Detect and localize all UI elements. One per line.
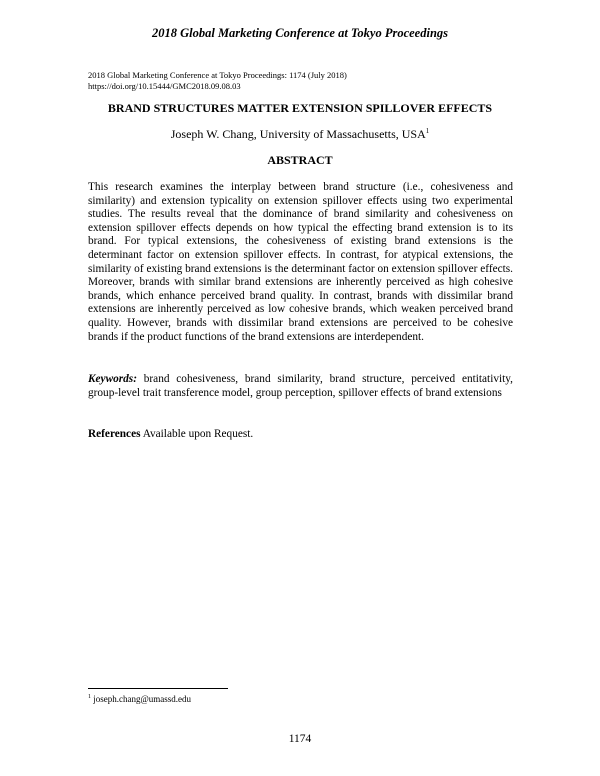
abstract-body: This research examines the interplay between brand structure (i.e., cohesiveness and similarity) and extension typicality on extension spillover effects using two experimental studies. The results reveal that the dominance of brand similarity and cohesiveness on extension spillover effects depends on how typical the effecting brand extension is to its brand. For typical extensions, the cohesiveness of existing brand extensions is the determinant factor on extension spillover effects. In contrast, for atypical extensions, the similarity of existing brand extensions is the determinant factor on extension spillover effects. Moreover, brands with similar brand extensions are inherently perceived as high cohesive brands, which enhance perceived brand quality. In contrast, brands with dissimilar brand extensions are inherently perceived as low cohesive brands, which weaken perceived brand quality. However, brands with dissimilar brand extensions are perceived to be cohesive brands if the product functions of the brand extensions are interdependent. <box>88 181 513 343</box>
footnote-mark: 1 <box>88 694 91 700</box>
abstract-heading: ABSTRACT <box>267 153 333 167</box>
footnote <box>88 694 191 704</box>
author-line <box>0 127 600 142</box>
references-paragraph <box>88 428 253 440</box>
citation-line: 2018 Global Marketing Conference at Tokyo Proceedings: 1174 (July 2018) <box>88 70 347 80</box>
keywords-paragraph <box>88 373 513 400</box>
footnote-divider <box>88 688 228 689</box>
keywords-label: Keywords: <box>88 373 137 385</box>
citation-block <box>88 70 347 92</box>
references-text: Available upon Request. <box>142 428 254 440</box>
running-head: 2018 Global Marketing Conference at Tokyo Proceedings <box>151 26 449 40</box>
footnote-marker: 1 <box>425 127 430 135</box>
keywords-text: brand cohesiveness, brand similarity, brand structure, perceived entitativity, group-level trait transference model, group perception, spillover effects of brand extensions <box>88 373 513 399</box>
paper-title: BRAND STRUCTURES MATTER EXTENSION SPILLOVER EFFECTS <box>107 101 493 115</box>
footnote-email[interactable]: joseph.chang@umassd.edu <box>93 694 192 704</box>
doi-link[interactable]: https://doi.org/10.15444/GMC2018.09.08.03 <box>88 81 241 91</box>
page-number: 1174 <box>288 733 312 745</box>
references-label: References <box>88 428 141 440</box>
author-name: Joseph W. Chang, University of Massachusetts, USA <box>170 127 426 141</box>
